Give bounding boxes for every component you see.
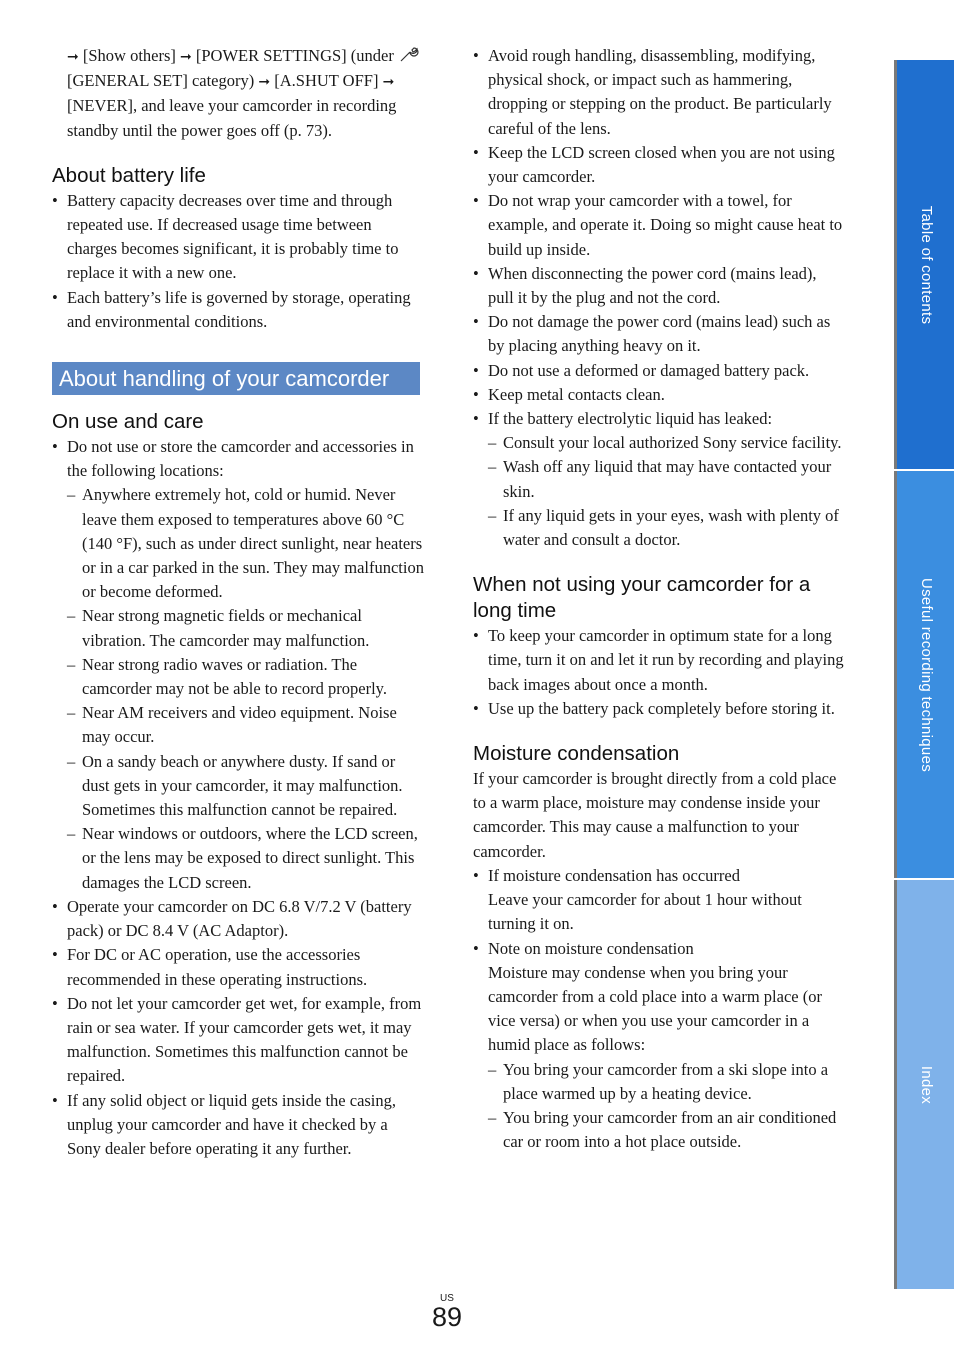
- list-item: – You bring your camcorder from a ski slope into a place warmed up by a heating device.: [473, 1058, 845, 1106]
- page-region: US: [440, 1293, 454, 1304]
- battery-life-list: [52, 189, 424, 334]
- not-using-heading: When not using your camcorder for a long time: [473, 573, 811, 623]
- list-item-text: Do not use or store the camcorder and accessories in the following locations:: [67, 437, 414, 481]
- list-item: • Use up the battery pack completely before storing it.: [473, 697, 845, 721]
- list-item: • Keep the LCD screen closed when you are not using your camcorder.: [473, 141, 845, 189]
- moisture-cases-list: [473, 1058, 845, 1155]
- moisture-list: [473, 864, 845, 1058]
- tab-label: Useful recording techniques: [917, 577, 935, 772]
- list-item: – Near windows or outdoors, where the LCD screen, or the lens may be exposed to direct sunlight. This damages the LCD screen.: [52, 822, 424, 895]
- battery-life-heading: About battery life: [52, 163, 206, 187]
- leak-steps-list: [473, 431, 845, 552]
- moisture-b1-title: • If moisture condensation has occurred: [488, 865, 740, 885]
- intro-rest: camcorder in recording standby until the power goes off (p. 73).: [67, 96, 397, 140]
- tab-index[interactable]: [894, 880, 954, 1289]
- list-item: – If any liquid gets in your eyes, wash with plenty of water and consult a doctor.: [473, 504, 845, 552]
- list-item: – Anywhere extremely hot, cold or humid. Never leave them exposed to temperatures above 60 °C (140 °F), such as under direct sunlight, near heaters or in a car parked in the sun. They may malfunction or become deformed.: [52, 483, 424, 604]
- operation-list: [52, 895, 424, 1161]
- care-list: [473, 44, 845, 431]
- list-item: • To keep your camcorder in optimum state for a long time, turn it on and let it run by recording and playing back images about once a month.: [473, 624, 845, 697]
- menu-never: [NEVER], and leave your: [67, 96, 239, 116]
- list-item: • Each battery’s life is governed by storage, operating and environmental conditions.: [52, 286, 424, 334]
- section-title: About handling of your camcorder: [52, 362, 420, 395]
- moisture-b1-text: Leave your camcorder for about 1 hour without turning it on.: [488, 890, 802, 934]
- menu-power-settings: [POWER SETTINGS]: [195, 46, 347, 65]
- list-item: • When disconnecting the power cord (mains lead), pull it by the plug and not the cord.: [473, 262, 845, 310]
- use-care-list: [52, 435, 424, 483]
- list-item: • Do not damage the power cord (mains lead) such as by placing anything heavy on it.: [473, 310, 845, 358]
- right-column: [473, 44, 845, 1154]
- list-item: • Operate your camcorder on DC 6.8 V/7.2 V (battery pack) or DC 8.4 V (AC Adaptor).: [52, 895, 424, 943]
- list-item: – Consult your local authorized Sony service facility.: [473, 431, 845, 455]
- list-item: • If the battery electrolytic liquid has leaked:: [473, 407, 845, 431]
- arrow-icon: ➞: [382, 74, 395, 91]
- menu-shut-off: [A.SHUT OFF]: [274, 71, 379, 91]
- locations-list: [52, 483, 424, 894]
- left-column: [52, 44, 424, 1161]
- list-item: – Near strong magnetic fields or mechanical vibration. The camcorder may malfunction.: [52, 604, 424, 652]
- arrow-icon: ➞: [258, 74, 271, 91]
- moisture-b2-text: Moisture may condense when you bring your camcorder from a cold place into a warm place (or vice versa) or when you use your camcorder in a humid place as follows:: [488, 962, 822, 1055]
- list-item: • If any solid object or liquid gets inside the casing, unplug your camcorder and have it checked by a Sony dealer before operating it any further.: [52, 1089, 424, 1162]
- menu-general-set: [GENERAL SET] category): [67, 71, 255, 91]
- tab-label: Table of contents: [917, 205, 935, 324]
- list-item: [52, 435, 424, 483]
- arrow-icon: ➞: [67, 49, 79, 65]
- use-care-heading: On use and care: [52, 410, 204, 434]
- list-item: – Near strong radio waves or radiation. The camcorder may not be able to record properly.: [52, 653, 424, 701]
- list-item: [473, 937, 845, 1058]
- list-item: • Battery capacity decreases over time and through repeated use. If decreased usage time between charges becomes significant, it is probably time to replace it with a new one.: [52, 189, 424, 286]
- moisture-heading: Moisture condensation: [473, 742, 680, 766]
- list-item: – Near AM receivers and video equipment. Noise may occur.: [52, 701, 424, 749]
- tab-useful-recording-techniques[interactable]: [894, 471, 954, 878]
- moisture-b2-title: • Note on moisture condensation: [488, 938, 694, 958]
- tab-label: Index: [917, 1065, 935, 1104]
- list-item: • Avoid rough handling, disassembling, modifying, physical shock, or impact such as hammering, dropping or stepping on the product. Be particularly careful of the lens.: [473, 44, 845, 141]
- list-item: • Do not use a deformed or damaged battery pack.: [473, 359, 845, 383]
- wrench-icon: [398, 45, 420, 63]
- list-item: – On a sandy beach or anywhere dusty. If sand or dust gets in your camcorder, it may malfunction. Sometimes this malfunction cannot be repaired.: [52, 750, 424, 823]
- under-text: (under: [350, 46, 394, 65]
- list-item: • Keep metal contacts clean.: [473, 383, 845, 407]
- intro-paragraph: [52, 44, 424, 143]
- menu-show-others: [Show others]: [82, 46, 176, 65]
- moisture-intro: If your camcorder is brought directly from a cold place to a warm place, moisture may condense inside your camcorder. This may cause a malfunction to your camcorder.: [473, 769, 837, 861]
- list-item: – Wash off any liquid that may have contacted your skin.: [473, 455, 845, 503]
- page-number: [422, 1293, 472, 1330]
- page-number-value: 89: [431, 1302, 463, 1332]
- list-item: • Do not wrap your camcorder with a towel, for example, and operate it. Doing so might cause heat to build up inside.: [473, 189, 845, 262]
- list-item: • Do not let your camcorder get wet, for example, from rain or sea water. If your camcorder gets wet, it may malfunction. Sometimes this malfunction cannot be repaired.: [52, 992, 424, 1089]
- list-item: • For DC or AC operation, use the accessories recommended in these operating instructions.: [52, 943, 424, 991]
- not-using-list: [473, 624, 845, 721]
- list-item: – You bring your camcorder from an air conditioned car or room into a hot place outside.: [473, 1106, 845, 1154]
- arrow-icon: ➞: [180, 49, 192, 65]
- tab-table-of-contents[interactable]: [894, 60, 954, 469]
- list-item: [473, 864, 845, 937]
